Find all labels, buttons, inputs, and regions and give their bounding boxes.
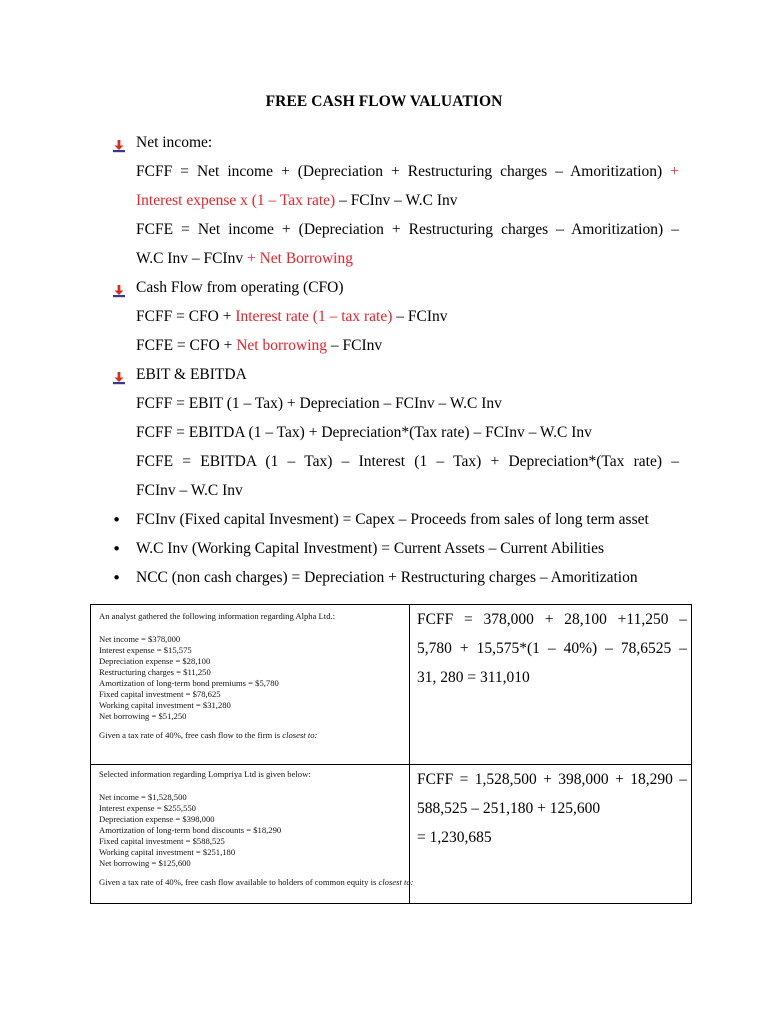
fcff-ebitda-line: FCFF = EBITDA (1 – Tax) + Depreciation*(Tax rate) – FCInv – W.C Inv — [136, 424, 592, 441]
given-item: Net borrowing = $125,600 — [99, 858, 191, 868]
formula-text: FCFF = CFO + — [136, 308, 236, 325]
definition-ncc: NCC (non cash charges) = Depreciation + Restructuring charges – Amoritization — [136, 569, 638, 586]
answer-line: 31, 280 = 311,010 — [417, 669, 530, 686]
formula-highlight: + Net Borrowing — [243, 250, 353, 267]
formula-highlight: Interest expense x (1 – Tax rate) — [136, 192, 336, 209]
given-item: Fixed capital investment = $78,625 — [99, 689, 221, 699]
given-item: Net borrowing = $51,250 — [99, 711, 187, 721]
formula-text: – FCInv — [327, 337, 383, 354]
question-text: Given a tax rate of 40%, free cash flow available to holders of common equity is — [99, 877, 379, 887]
given-item: Depreciation expense = $28,100 — [99, 656, 211, 666]
answer-line: = 1,230,685 — [417, 829, 492, 846]
dot-bullet-icon: • — [112, 511, 122, 529]
given-item: Amortization of long-term bond discounts = $18,290 — [99, 825, 282, 835]
answer-line: 5,780 + 15,575*(1 – 40%) – 78,6525 – — [417, 640, 687, 657]
fcff-cfo-line — [136, 307, 448, 327]
given-item: Net income = $378,000 — [99, 634, 181, 644]
fcfe-ebitda-line-1: FCFE = EBITDA (1 – Tax) – Interest (1 – Tax) + Depreciation*(Tax rate) – — [136, 453, 679, 470]
example-question — [99, 730, 335, 741]
example-2-question — [99, 769, 414, 888]
formula-highlight: Net borrowing — [236, 337, 328, 354]
formula-text: FCFF = Net income + (Depreciation + Restructuring charges – Amoritization) — [136, 163, 663, 180]
given-item: Working capital investment = $251,180 — [99, 847, 236, 857]
definition-wc-inv: W.C Inv (Working Capital Investment) = Current Assets – Current Abilities — [136, 540, 604, 557]
formula-highlight: Interest rate (1 – tax rate) — [235, 308, 393, 325]
example-intro: An analyst gathered the following information regarding Alpha Ltd.: — [99, 611, 336, 621]
dot-bullet-icon: • — [112, 569, 122, 587]
page-title: FREE CASH FLOW VALUATION — [265, 93, 503, 110]
question-emphasis: closest to: — [378, 877, 414, 887]
down-arrow-bullet-icon — [112, 139, 126, 153]
question-emphasis: closest to: — [282, 730, 318, 740]
given-item: Fixed capital investment = $588,525 — [99, 836, 225, 846]
example-intro: Selected information regarding Lompriya Ltd is given below: — [99, 769, 311, 779]
down-arrow-bullet-icon — [112, 284, 126, 298]
answer-line: FCFF = 1,528,500 + 398,000 + 18,290 – — [417, 771, 687, 788]
example-1-answer — [417, 605, 687, 692]
given-item: Amortization of long-term bond premiums = $5,780 — [99, 678, 279, 688]
fcfe-net-income-line-1: FCFE = Net income + (Depreciation + Restructuring charges – Amoritization) – — [136, 221, 679, 238]
fcfe-ebitda-line-2: FCInv – W.C Inv — [136, 482, 243, 499]
given-item: Interest expense = $15,575 — [99, 645, 192, 655]
formula-text: FCFE = CFO + — [136, 337, 237, 354]
fcfe-cfo-line — [136, 336, 382, 356]
examples-table — [90, 604, 692, 904]
given-item: Depreciation expense = $398,000 — [99, 814, 215, 824]
formula-text: – FCInv – W.C Inv — [335, 192, 458, 209]
given-item: Restructuring charges = $11,250 — [99, 667, 211, 677]
fcff-ebit-line: FCFF = EBIT (1 – Tax) + Depreciation – FCInv – W.C Inv — [136, 395, 502, 412]
example-question — [99, 877, 414, 888]
formula-text: – FCInv — [392, 308, 448, 325]
fcff-net-income-line-1 — [136, 162, 679, 182]
answer-line: FCFF = 378,000 + 28,100 +11,250 – — [417, 611, 687, 628]
section-heading-net-income: Net income: — [136, 134, 213, 151]
section-heading-ebit: EBIT & EBITDA — [136, 366, 247, 383]
fcfe-net-income-line-2 — [136, 249, 353, 269]
dot-bullet-icon: • — [112, 540, 122, 558]
down-arrow-bullet-icon — [112, 371, 126, 385]
example-2-answer — [417, 765, 687, 852]
section-heading-cfo: Cash Flow from operating (CFO) — [136, 279, 344, 296]
given-item: Working capital investment = $31,280 — [99, 700, 231, 710]
formula-text: W.C Inv – FCInv — [136, 250, 244, 267]
given-item: Net income = $1,528,500 — [99, 792, 187, 802]
given-item: Interest expense = $255,550 — [99, 803, 196, 813]
example-1-question — [99, 611, 335, 741]
formula-highlight: + — [670, 163, 679, 180]
definition-fcinv: FCInv (Fixed capital Invesment) = Capex – Proceeds from sales of long term asset — [136, 511, 649, 528]
answer-line: 588,525 – 251,180 + 125,600 — [417, 800, 601, 817]
question-text: Given a tax rate of 40%, free cash flow to the firm is — [99, 730, 283, 740]
fcff-net-income-line-2 — [136, 191, 458, 211]
